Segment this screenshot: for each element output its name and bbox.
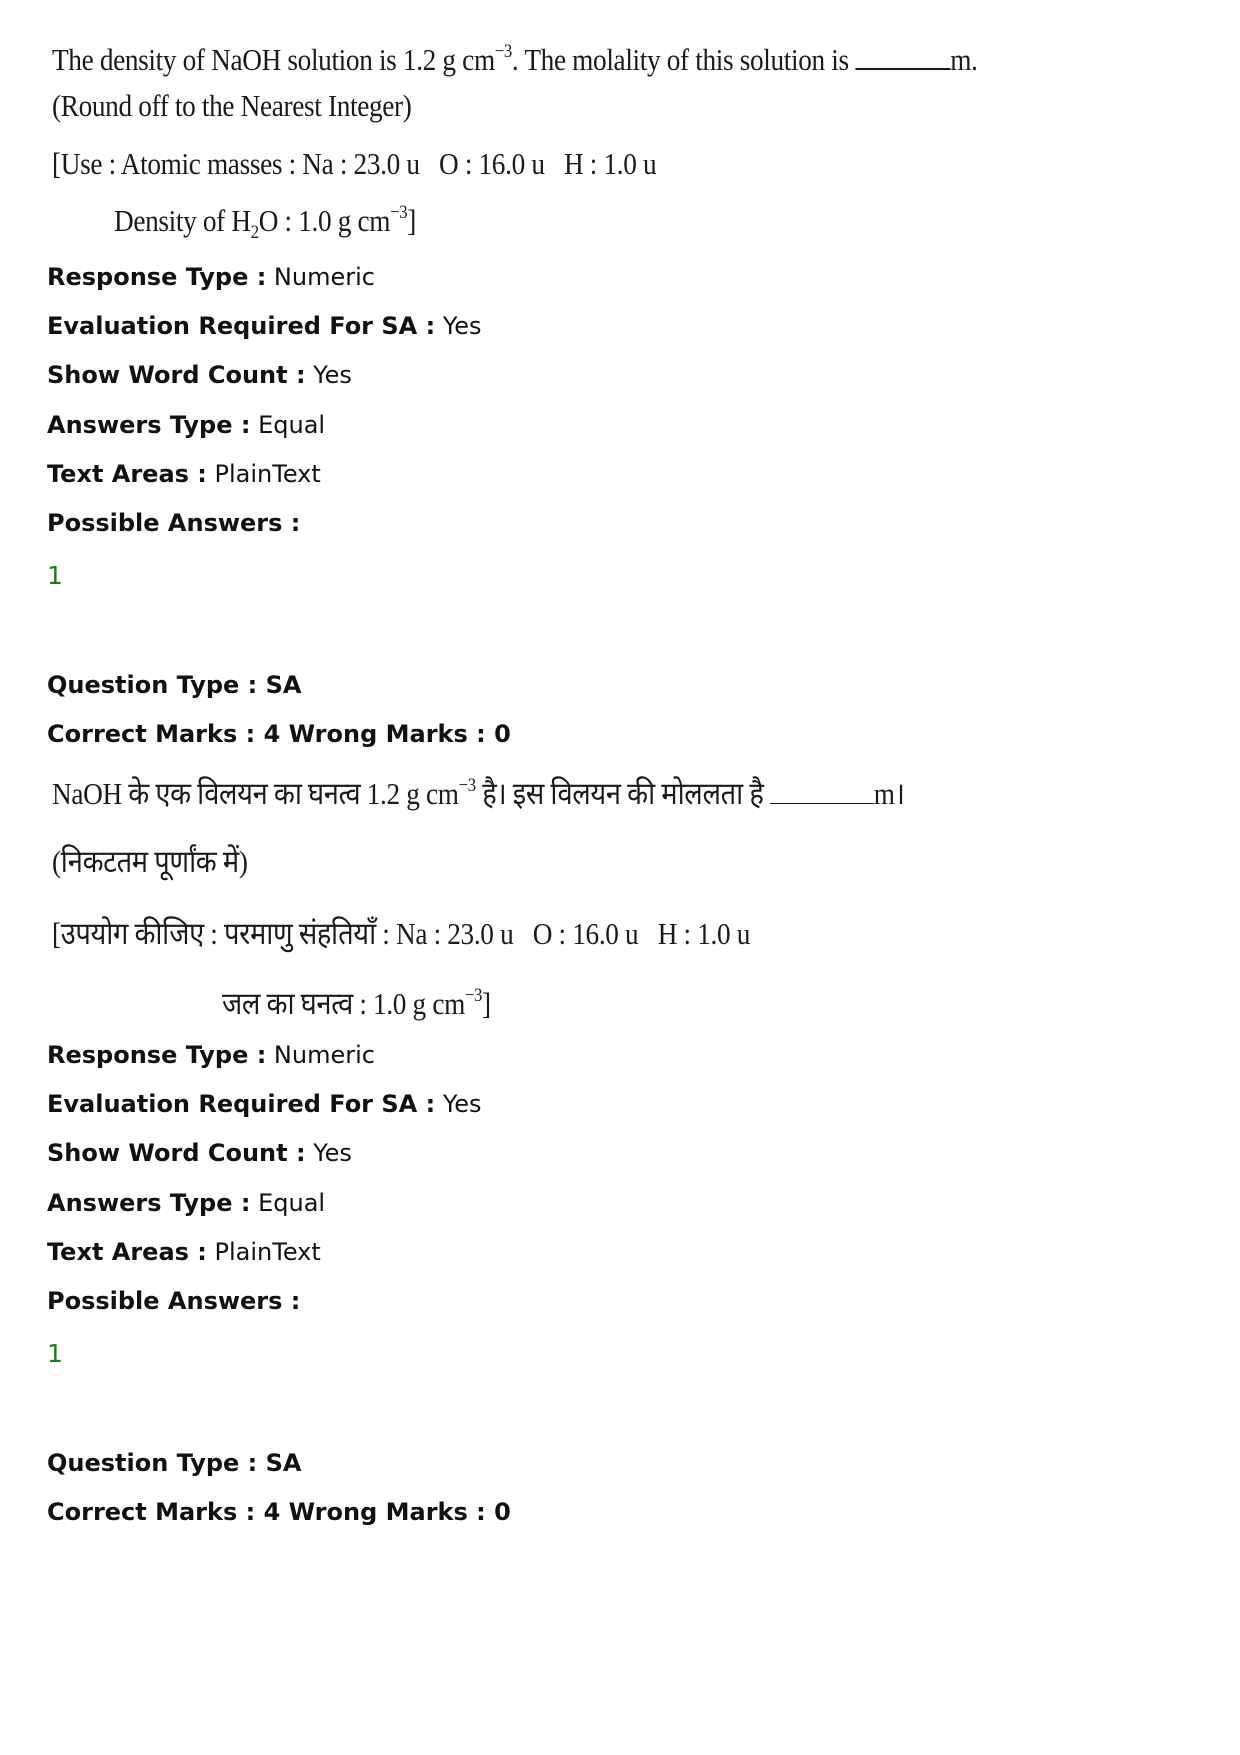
text-areas-value: PlainText [206,460,321,488]
q2-unit: m। [873,776,905,811]
evaluation-required [47,1090,482,1118]
q1-stem-text: The density of NaOH solution is 1.2 g cm [52,42,495,77]
response-type-label: Response Type : [47,263,267,291]
answers-type [47,411,325,439]
text-areas [47,1238,321,1266]
answers-type-label: Answers Type : [47,1189,251,1217]
q1-subscript: 2 [250,222,259,243]
q1-stem-line-2: (Round off to the Nearest Integer) [52,88,412,123]
answers-type-label: Answers Type : [47,411,251,439]
q2-stem-line-3 [52,912,750,954]
response-type [47,263,375,291]
response-type-value: Numeric [266,1041,375,1069]
possible-answer-value: 1 [47,561,63,590]
q1-atomic-mass-h: H : 1.0 u [563,146,657,181]
q1-bracket: ] [407,203,416,238]
evaluation-value: Yes [435,1090,482,1118]
show-word-count [47,361,352,389]
response-type-label: Response Type : [47,1041,267,1069]
q2-exponent: −3 [458,775,476,796]
q1-stem-line-1 [52,42,978,78]
text-areas-label: Text Areas : [47,460,207,488]
response-type-value: Numeric [266,263,375,291]
question-type-text: Question Type : SA [47,1449,302,1477]
q1-atomic-mass-o: O : 16.0 u [439,146,545,181]
q2-stem-line-2: (निकटतम पूर्णांक में) [52,844,248,879]
evaluation-label: Evaluation Required For SA : [47,1090,436,1118]
q2-stem-line-1 [52,772,905,814]
text-areas-label: Text Areas : [47,1238,207,1266]
evaluation-required [47,312,482,340]
answer-blank [855,46,950,70]
q2-atomic-mass-na: [उपयोग कीजिए : परमाणु संहतियाँ : Na : 23.0 u [52,916,514,951]
word-count-label: Show Word Count : [47,1139,306,1167]
word-count-value: Yes [305,1139,352,1167]
q2-stem-line-4 [222,982,491,1024]
q1-exponent-2: −3 [390,202,408,223]
possible-answers [47,509,300,537]
question-type [47,671,301,699]
possible-answers-label: Possible Answers : [47,509,301,537]
marks-info [47,720,511,748]
q1-density-text: Density of H [114,203,251,238]
word-count-label: Show Word Count : [47,361,306,389]
evaluation-value: Yes [435,312,482,340]
marks-text: Correct Marks : 4 Wrong Marks : 0 [47,1498,511,1526]
marks-info [47,1498,511,1526]
q2-bracket: ] [482,986,491,1021]
q1-density-text-2: O : 1.0 g cm [258,203,391,238]
question-type [47,1449,301,1477]
show-word-count [47,1139,352,1167]
text-areas-value: PlainText [206,1238,321,1266]
marks-text: Correct Marks : 4 Wrong Marks : 0 [47,720,511,748]
answers-type [47,1189,325,1217]
q2-stem-text: NaOH के एक विलयन का घनत्व 1.2 g cm [52,776,459,811]
q2-atomic-mass-o: O : 16.0 u [532,916,639,951]
possible-answer-value: 1 [47,1339,63,1368]
q2-exponent-2: −3 [464,985,483,1006]
q1-stem-line-4 [114,202,416,243]
q1-exponent: −3 [494,41,512,62]
q1-unit: m. [950,42,978,77]
q1-atomic-mass-na: [Use : Atomic masses : Na : 23.0 u [52,146,420,181]
word-count-value: Yes [305,361,352,389]
q1-stem-text-2: . The molality of this solution is [511,42,856,77]
possible-answers-label: Possible Answers : [47,1287,301,1315]
possible-answers [47,1287,300,1315]
answer-blank [770,781,874,804]
q2-density-text: जल का घनत्व : 1.0 g cm [222,986,465,1021]
answers-type-value: Equal [250,1189,326,1217]
text-areas [47,460,321,488]
answers-type-value: Equal [250,411,326,439]
q1-stem-line-3 [52,146,656,182]
evaluation-label: Evaluation Required For SA : [47,312,436,340]
q2-stem-text-2: है। इस विलयन की मोललता है [475,776,770,811]
q2-atomic-mass-h: H : 1.0 u [657,916,751,951]
question-type-text: Question Type : SA [47,671,302,699]
response-type [47,1041,375,1069]
